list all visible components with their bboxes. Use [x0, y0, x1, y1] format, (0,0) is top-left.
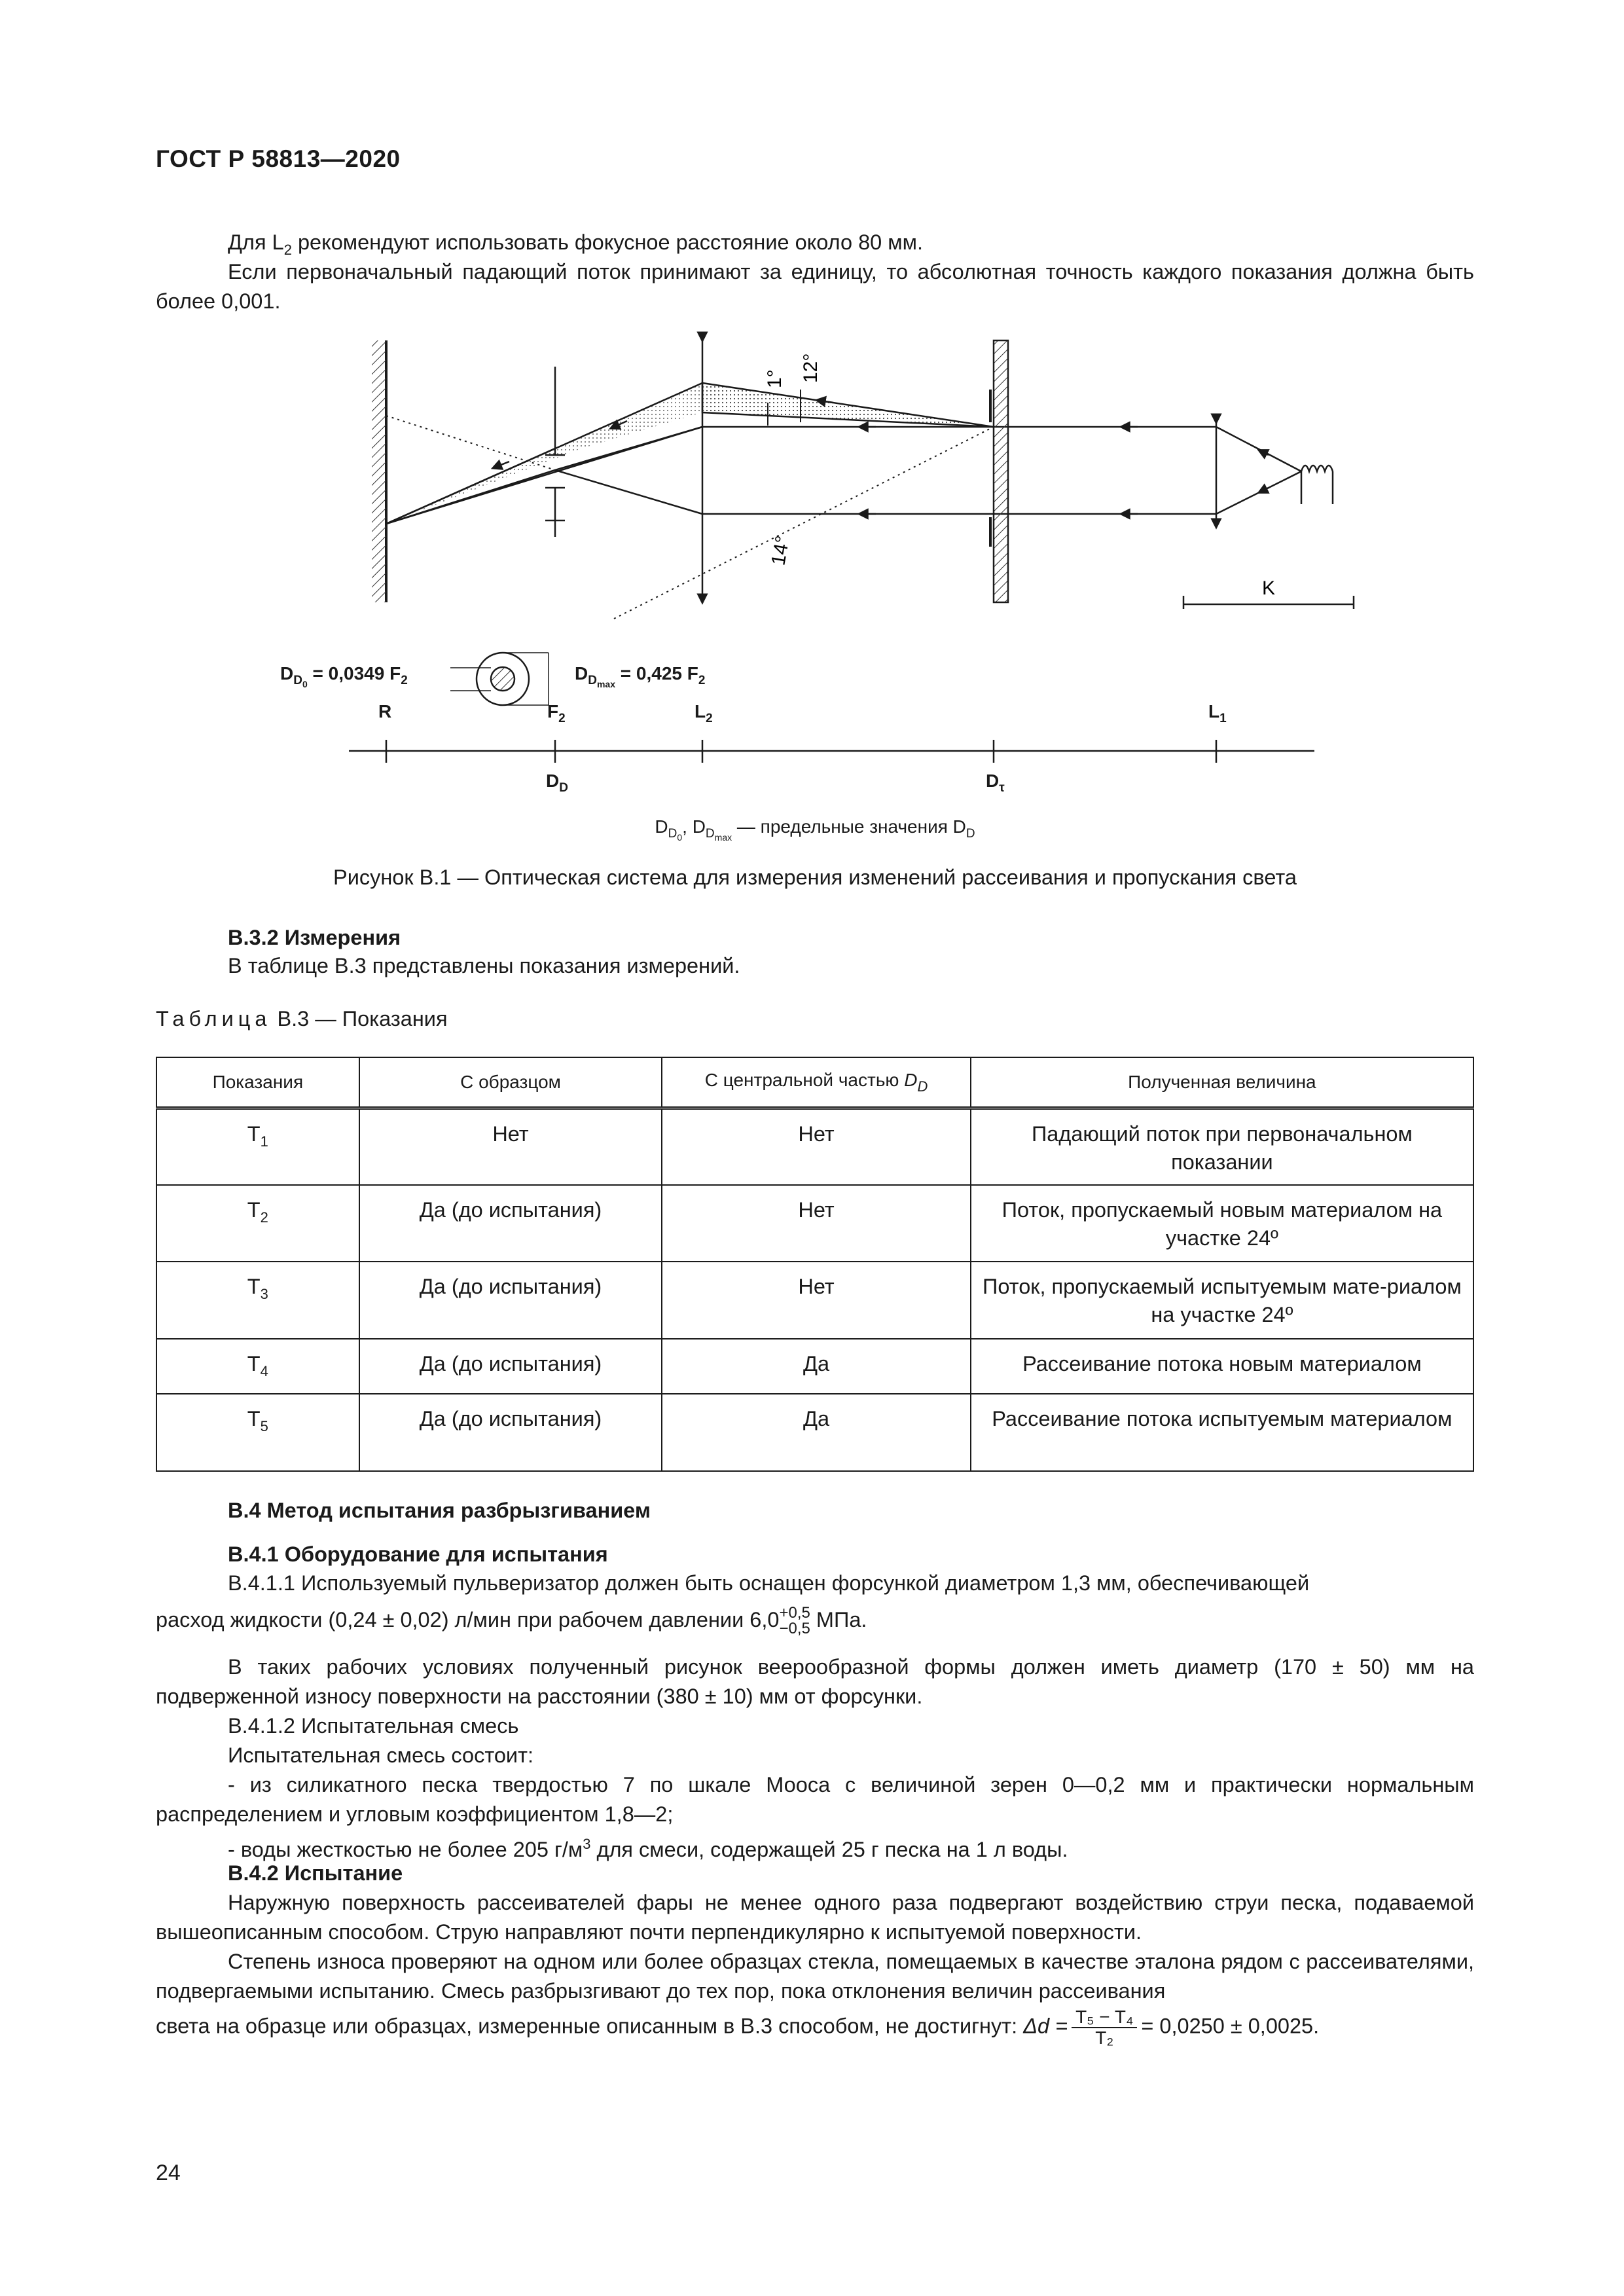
cell-sample: Да (до испытания) — [359, 1339, 662, 1394]
table-row — [156, 1339, 1473, 1394]
intro-line-1-text: Для L — [228, 230, 284, 254]
label-k: K — [1261, 577, 1276, 599]
position-axis — [349, 740, 1314, 763]
axis-label-r: R — [378, 701, 392, 721]
readings-table — [156, 1057, 1474, 1472]
cell-central: Нет — [662, 1262, 971, 1339]
paragraph-b412: В.4.1.2 Испытательная смесь — [228, 1714, 519, 1738]
cell-result: Поток, пропускаемый испытуемым мате-риалом на участке 24º — [971, 1262, 1473, 1339]
optical-diagram — [156, 331, 1474, 861]
section-b41-heading: В.4.1 Оборудование для испытания — [228, 1542, 608, 1566]
list-item-water: - воды жесткостью не более 205 $г/м^3$ для смеси, содержащей 25 г песка на 1 л воды. — [228, 1836, 1068, 1861]
cell-result: Рассеивание потока испытуемым материалом — [971, 1394, 1473, 1471]
header-with-sample: С образцом — [359, 1057, 662, 1108]
table-row — [156, 1262, 1473, 1339]
axis-label-l1: $L_1$ — [1208, 701, 1227, 725]
cell-result: Поток, пропускаемый новым материалом на участке 24º — [971, 1185, 1473, 1262]
document-header: ГОСТ Р 58813—2020 — [156, 145, 401, 172]
cell-sample: Да (до испытания) — [359, 1262, 662, 1339]
scatter-cone — [702, 383, 994, 427]
cell-central: Да — [662, 1394, 971, 1471]
cell-reading: $T_3$ — [156, 1262, 359, 1339]
paragraph-test-2: Степень износа проверяют на одном или более образцах стекла, помещаемых в качестве эталона рядом с рассеивателями, подвергаемыми испытанию. Смесь разбрызгивают до тех пор, пока отклонения величин рассеивания — [156, 1950, 1474, 2003]
list-item-sand: - из силикатного песка твердостью 7 по шкале Мооса с величиной зерен 0—0,2 мм и практически нормальным распределением и угловым коэффициентом 1,8—2; — [156, 1773, 1474, 1826]
pressure-tolerance: +0,5 −0,5 — [779, 1604, 810, 1638]
table-row — [156, 1108, 1473, 1186]
section-b32-text: В таблице В.3 представлены показания измерений. — [228, 954, 740, 977]
cell-reading: $T_5$ — [156, 1394, 359, 1471]
angle-1-label: 1° — [764, 369, 785, 388]
paragraph-test-1: Наружную поверхность рассеивателей фары не менее одного раза подвергают воздействию струи песка, подаваемой вышеописанным способом. Струю направляют почти перпендикулярно к испытуемой поверхности. — [156, 1891, 1474, 1944]
header-readings: Показания — [156, 1057, 359, 1108]
intro-line-2: Если первоначальный падающий поток принимают за единицу, то абсолютная точность каждого показания должна быть более 0,001. — [156, 260, 1474, 313]
optical-figure — [156, 331, 1474, 861]
ddmax-label: $D_{Dmax} = 0,425$ $F_2$ — [575, 663, 706, 689]
cell-central: Да — [662, 1339, 971, 1394]
cell-result: Падающий поток при первоначальном показании — [971, 1108, 1473, 1186]
paragraph-conditions: В таких рабочих условиях полученный рисунок веерообразной формы должен иметь диаметр (170 ± 50) мм на подверженной износу поверхности на расстоянии (380 ± 10) мм от форсунки. — [156, 1655, 1474, 1708]
lamp-icon — [1301, 465, 1333, 504]
axis-label-dd: $D_D$ — [546, 771, 568, 795]
section-b4-heading: В.4 Метод испытания разбрызгиванием — [228, 1499, 651, 1522]
angle-12-label: 12° — [800, 353, 821, 383]
axis-label-l2: $L_2$ — [695, 701, 713, 725]
paragraph-b411-line1: В.4.1.1 Используемый пульверизатор должен быть оснащен форсункой диаметром 1,3 мм, обеспечивающей — [228, 1571, 1310, 1595]
angle-14-label: 14° — [767, 534, 794, 568]
axis-label-f2: $F_2$ — [547, 701, 566, 725]
cell-reading: $T_1$ — [156, 1108, 359, 1186]
cell-result: Рассеивание потока новым материалом — [971, 1339, 1473, 1394]
cell-central: Нет — [662, 1185, 971, 1262]
dd0-label: $D_{D0} = 0,0349$ $F_2$ — [280, 663, 408, 689]
paragraph-b411-line2: расход жидкости (0,24 ± 0,02) л/мин при рабочем давлении 6,0 +0,5 −0,5 МПа. — [156, 1604, 867, 1638]
plate-dt — [990, 340, 1008, 602]
formula-rhs: = 0,0250 ± 0,0025. — [1141, 2014, 1320, 2038]
aperture-disk-icon — [450, 653, 549, 705]
cell-sample: Нет — [359, 1108, 662, 1186]
cell-central: Нет — [662, 1108, 971, 1186]
cell-reading: $T_2$ — [156, 1185, 359, 1262]
formula-lhs: Δd = — [1023, 2014, 1068, 2038]
paragraph-test-formula: света на образце или образцах, измеренные описанным в В.3 способом, не достигнут: Δd = $\frac{\text{T₅ − T₄}}{\text{T₂}}$ = 0,0250 ± 0,0025. — [156, 2007, 1320, 2048]
figure-legend: $D_{D0}$, $D_{Dmax}$ — предельные значения $D_D$ — [655, 816, 975, 843]
cell-sample: Да (до испытания) — [359, 1394, 662, 1471]
cell-sample: Да (до испытания) — [359, 1185, 662, 1262]
table-header-row — [156, 1057, 1473, 1108]
header-central: С центральной частью $D_D$ — [662, 1057, 971, 1108]
table-row — [156, 1394, 1473, 1471]
table-title: Таблица В.3 — Показания — [156, 1007, 448, 1030]
paragraph-mix: Испытательная смесь состоит: — [228, 1743, 533, 1767]
cell-reading: $T_4$ — [156, 1339, 359, 1394]
screen-r — [372, 340, 386, 602]
table-row — [156, 1185, 1473, 1262]
header-result: Полученная величина — [971, 1057, 1473, 1108]
axis-label-dt: $D_\tau$ — [986, 771, 1005, 795]
intro-line-1-rest: рекомендуют использовать фокусное расстояние около 80 мм. — [291, 230, 923, 254]
section-b42-heading: В.4.2 Испытание — [228, 1861, 403, 1885]
page-number: 24 — [156, 2160, 181, 2185]
intro-line-1-sub: 2 — [283, 242, 292, 258]
dotted-lines — [386, 416, 994, 619]
formula-fraction: $\frac{\text{T₅ − T₄}}{\text{T₂}}$ — [1072, 2007, 1137, 2048]
figure-caption: Рисунок В.1 — Оптическая система для измерения изменений рассеивания и пропускания света — [333, 866, 1297, 889]
section-b32-heading: В.3.2 Измерения — [228, 926, 401, 949]
